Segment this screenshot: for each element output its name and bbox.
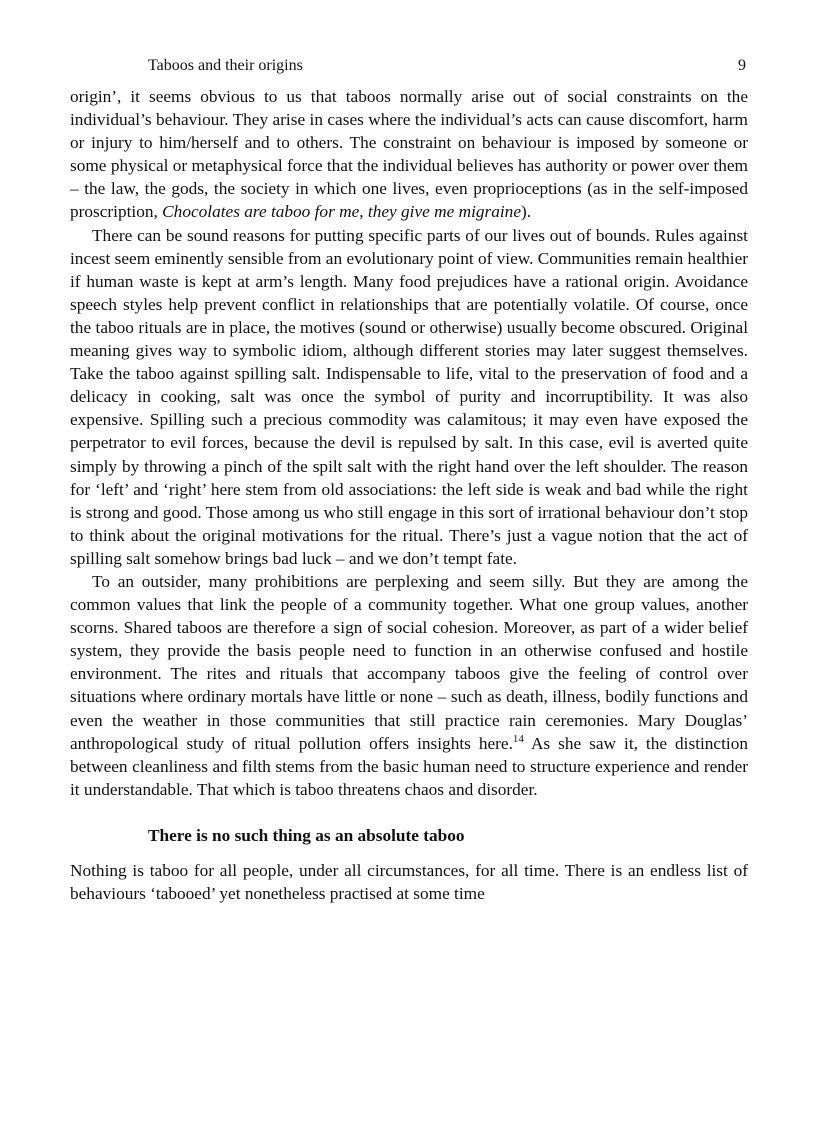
paragraph-1-end: ).: [521, 202, 532, 222]
paragraph-3-end: As she saw it, the distinction between cleanliness and filth stems from the basic human need to structure experience and render it understandable. That which is taboo threatens chaos and disorder.: [70, 733, 748, 799]
paragraph-3: [70, 570, 748, 801]
paragraph-3-text: To an outsider, many prohibitions are perplexing and seem silly. But they are among the common values that link the people of a community together. What one group values, another scorns. Shared taboos are therefore a sign of social cohesion. Moreover, as part of a wider belief system, they provide the basis people need to function in an otherwise confused and hostile environment. The rites and rituals that accompany taboos give the feeling of control over situations where ordinary mortals have little or none – such as death, illness, bodily functions and even the weather in those communities that still practice rain ceremonies. Mary Douglas’ anthropological study of ritual pollution offers insights here.: [70, 571, 748, 753]
paragraph-4: Nothing is taboo for all people, under all circumstances, for all time. There is an endless list of behaviours ‘tabooed’ yet nonetheless practised at some time: [70, 860, 748, 903]
paragraph-1-text: origin’, it seems obvious to us that taboos normally arise out of social constraints on the individual’s behaviour. They arise in cases where the individual’s acts can cause discomfort, harm or injury to him/herself and to others. The constraint on behaviour is imposed by someone or some physical or metaphysical force that the individual believes has authority or power over them – the law, the gods, the society in which one lives, even proprioceptions (as in the self-imposed proscription,: [70, 87, 748, 222]
footnote-reference: 14: [512, 732, 524, 745]
page-number: 9: [738, 57, 746, 74]
running-head-title: Taboos and their origins: [148, 57, 303, 74]
paragraph-1: [70, 85, 748, 224]
running-head: [70, 56, 748, 76]
section-heading: There is no such thing as an absolute taboo: [148, 825, 465, 845]
paragraph-2: There can be sound reasons for putting specific parts of our lives out of bounds. Rules against incest seem eminently sensible from an evolutionary point of view. Communities remain healthier if human waste is kept at arm’s length. Many food prejudices have a rational origin. Avoidance speech styles help prevent conflict in relationships that are potentially volatile. Of course, once the taboo rituals are in place, the motives (sound or otherwise) usually become obscured. Original meaning gives way to symbolic idiom, although different stories may later suggest themselves. Take the taboo against spilling salt. Indispensable to life, vital to the preservation of food and a delicacy in cooking, salt was once the symbol of purity and incorruptibility. It was also expensive. Spilling such a precious commodity was calamitous; it may even have exposed the perpetrator to evil forces, because the devil is repulsed by salt. In this case, evil is averted quite simply by throwing a pinch of the spilt salt with the right hand over the left shoulder. The reason for ‘left’ and ‘right’ here stem from old associations: the left side is weak and bad while the right is strong and good. Those among us who still engage in this sort of irrational behaviour don’t stop to think about the original motivations for the ritual. There’s just a vague notion that the act of spilling salt somehow brings bad luck – and we don’t tempt fate.: [70, 225, 748, 568]
paragraph-1-italic-example: Chocolates are taboo for me, they give me migraine: [162, 202, 521, 222]
page: [70, 56, 748, 905]
